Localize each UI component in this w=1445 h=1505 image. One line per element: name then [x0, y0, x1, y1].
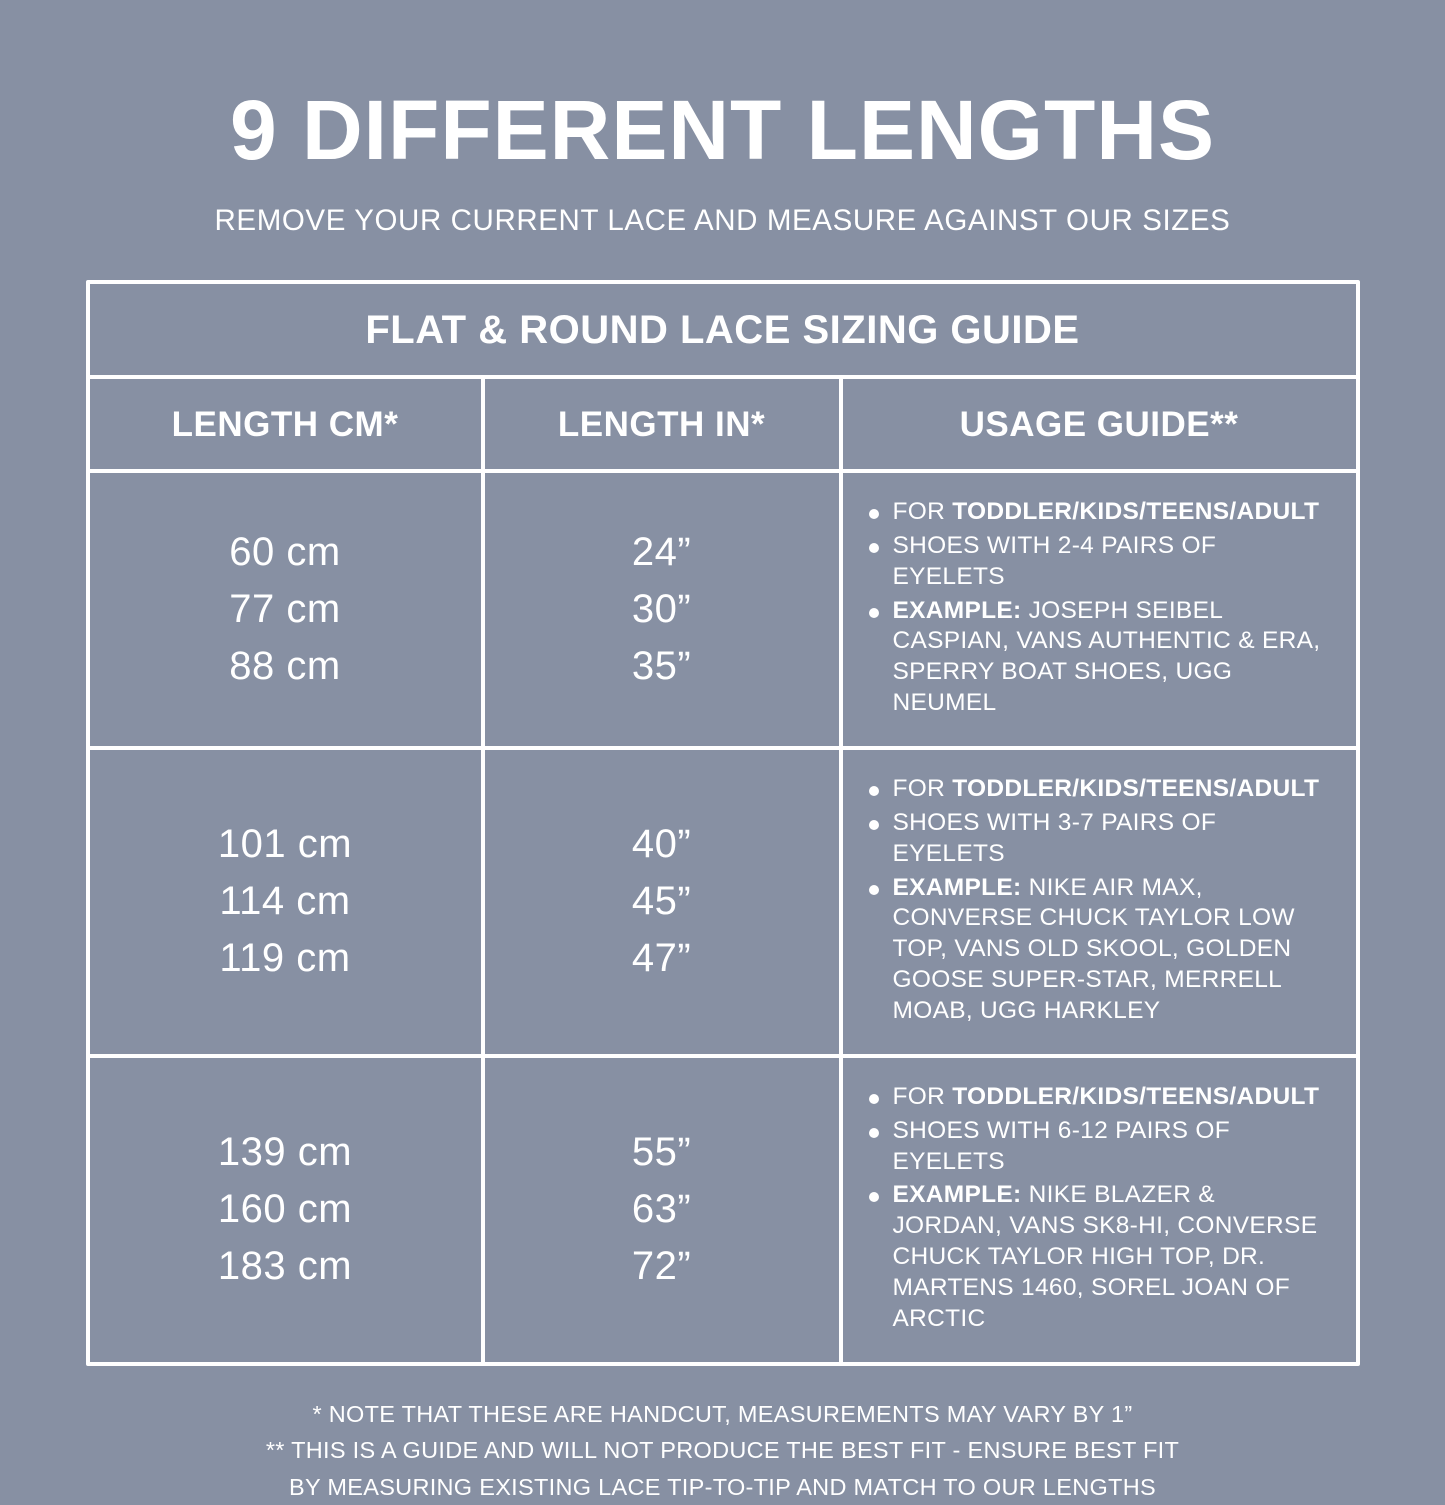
bullet-dot-icon [869, 1128, 879, 1138]
size-value: 77 cm [229, 587, 341, 631]
list-item [869, 774, 1332, 805]
size-value: 35” [631, 644, 692, 688]
bullet-dot-icon [869, 1094, 879, 1104]
page-subtitle: REMOVE YOUR CURRENT LACE AND MEASURE AGAINST OUR SIZES [214, 204, 1231, 237]
size-value: 183 cm [217, 1244, 353, 1289]
size-value: 40” [631, 822, 692, 867]
size-value: 101 cm [217, 822, 353, 867]
list-item [869, 1082, 1332, 1113]
size-value: 45” [631, 879, 692, 924]
bullet-dot-icon [869, 885, 879, 895]
size-value: 72” [631, 1244, 692, 1289]
list-item [869, 873, 1332, 1027]
cell-usage-guide [843, 750, 1356, 1054]
table-header-row [90, 379, 1356, 473]
footnotes [266, 1396, 1179, 1505]
size-value: 30” [631, 587, 692, 631]
bullet-tail: NIKE AIR MAX, CONVERSE CHUCK TAYLOR LOW TOP, VANS OLD SKOOL, GOLDEN GOOSE SUPER-STAR, MERRELL MOAB, UGG HARKLEY [892, 873, 1295, 1025]
cell-lengths-cm [90, 473, 485, 746]
cell-lengths-in [485, 750, 843, 1054]
cell-lengths-cm [90, 1058, 485, 1362]
bullet-dot-icon [869, 608, 879, 618]
size-value: 139 cm [217, 1130, 353, 1175]
size-value: 60 cm [229, 530, 341, 574]
bullet-strong: EXAMPLE: [892, 873, 1022, 901]
cell-lengths-in [485, 473, 843, 746]
bullet-lead: FOR [892, 1082, 953, 1110]
table-row [90, 750, 1356, 1058]
size-value: 114 cm [219, 879, 351, 924]
size-value: 88 cm [229, 644, 341, 688]
size-value: 55” [631, 1130, 692, 1175]
list-item [869, 808, 1332, 870]
list-item [869, 531, 1332, 593]
table-row [90, 473, 1356, 750]
cell-usage-guide [843, 1058, 1356, 1362]
column-header-length-cm: LENGTH CM* [90, 379, 485, 469]
bullet-dot-icon [869, 509, 879, 519]
column-header-usage-guide: USAGE GUIDE** [959, 405, 1239, 444]
footnote-line: BY MEASURING EXISTING LACE TIP-TO-TIP AND MATCH TO OUR LENGTHS [289, 1473, 1156, 1500]
bullet-lead: SHOES WITH 3-7 PAIRS OF EYELETS [892, 808, 1217, 867]
size-value: 47” [631, 936, 692, 981]
column-header-length-in: LENGTH IN* [485, 379, 843, 469]
bullet-lead: FOR [892, 775, 953, 803]
size-value: 24” [631, 530, 692, 574]
list-item [869, 596, 1332, 719]
bullet-lead: FOR [892, 498, 953, 525]
size-value: 119 cm [219, 936, 351, 981]
bullet-lead: SHOES WITH 2-4 PAIRS OF EYELETS [892, 531, 1217, 590]
page-title: 9 DIFFERENT LENGTHS [229, 83, 1216, 177]
footnote-line: ** THIS IS A GUIDE AND WILL NOT PRODUCE THE BEST FIT - ENSURE BEST FIT [265, 1437, 1180, 1464]
cell-lengths-in [485, 1058, 843, 1362]
bullet-strong: TODDLER/KIDS/TEENS/ADULT [952, 1082, 1320, 1110]
bullet-dot-icon [869, 786, 879, 796]
list-item [869, 1116, 1332, 1178]
bullet-strong: EXAMPLE: [892, 1181, 1022, 1209]
bullet-tail: NIKE BLAZER & JORDAN, VANS SK8-HI, CONVERSE CHUCK TAYLOR HIGH TOP, DR. MARTENS 1460, SOREL JOAN OF ARCTIC [892, 1181, 1318, 1332]
list-item [869, 497, 1332, 528]
size-value: 63” [631, 1187, 692, 1232]
list-item [869, 1180, 1332, 1334]
bullet-tail: JOSEPH SEIBEL CASPIAN, VANS AUTHENTIC & ERA, SPERRY BOAT SHOES, UGG NEUMEL [892, 596, 1321, 717]
cell-usage-guide [843, 473, 1356, 746]
size-value: 160 cm [217, 1187, 353, 1232]
table-title: FLAT & ROUND LACE SIZING GUIDE [90, 284, 1356, 379]
bullet-dot-icon [869, 820, 879, 830]
bullet-strong: EXAMPLE: [892, 596, 1022, 624]
cell-lengths-cm [90, 750, 485, 1054]
footnote-line: * NOTE THAT THESE ARE HANDCUT, MEASUREMENTS MAY VARY BY 1” [312, 1400, 1133, 1427]
bullet-dot-icon [869, 1192, 879, 1202]
bullet-strong: TODDLER/KIDS/TEENS/ADULT [952, 498, 1320, 525]
bullet-dot-icon [869, 543, 879, 553]
bullet-lead: SHOES WITH 6-12 PAIRS OF EYELETS [892, 1116, 1231, 1175]
table-row [90, 1058, 1356, 1362]
lace-sizing-table [86, 280, 1360, 1366]
bullet-strong: TODDLER/KIDS/TEENS/ADULT [952, 775, 1320, 803]
